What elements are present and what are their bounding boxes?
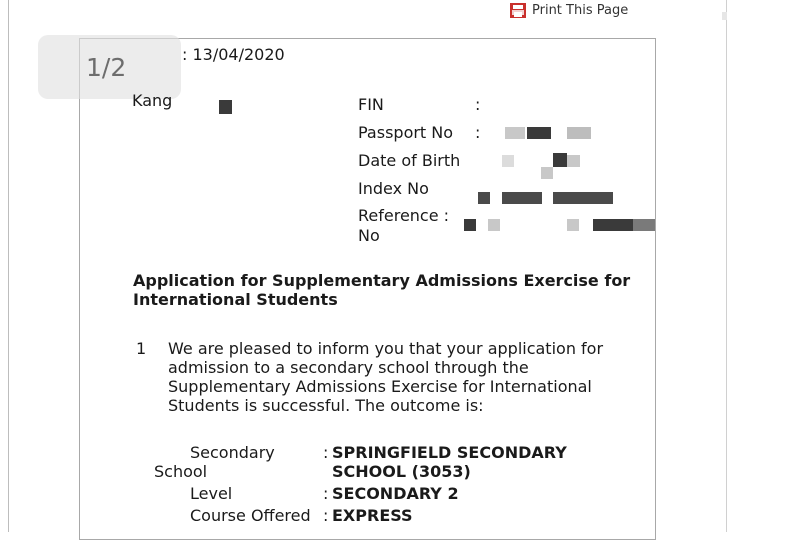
course-colon: : [323, 506, 329, 525]
redaction-dob-3 [567, 155, 580, 167]
print-page-button[interactable] [510, 3, 628, 18]
redaction-ref-2 [488, 219, 500, 231]
redaction-ref-4 [593, 219, 633, 231]
redaction-ref-3 [567, 219, 579, 231]
student-name-fragment: Kang [132, 91, 173, 110]
redaction-index-3 [553, 192, 613, 204]
redaction-ref-5 [633, 219, 655, 231]
paragraph-number: 1 [136, 339, 147, 358]
page-indicator [38, 35, 181, 99]
index-label: Index No [358, 179, 429, 198]
fin-colon: : [475, 95, 481, 114]
redaction-dob-2 [553, 153, 567, 167]
redaction-ref-1 [464, 219, 476, 231]
redaction-dob-4 [541, 167, 553, 179]
paragraph-text: We are pleased to inform you that your application for admission to a secondary school through the Supplementary Admissions Exercise for International Students is successful. The outcome is: [168, 339, 604, 415]
level-label: Level [190, 484, 233, 503]
redaction-passport-3 [567, 127, 591, 139]
redaction-index-1 [478, 192, 490, 204]
viewer-frame-mark [722, 12, 727, 20]
letter-date: : 13/04/2020 [182, 45, 285, 64]
print-page-label: Print This Page [532, 3, 629, 18]
passport-colon: : [475, 123, 481, 142]
redaction-index-2 [502, 192, 542, 204]
reference-label-2: No [358, 226, 380, 245]
fin-label: FIN [358, 95, 384, 114]
level-value: SECONDARY 2 [332, 484, 459, 503]
letter-heading: Application for Supplementary Admissions Exercise for International Students [133, 271, 631, 309]
viewer-frame-left [8, 0, 9, 532]
redaction-dob-1 [502, 155, 514, 167]
reference-label: Reference : [358, 206, 450, 225]
course-value: EXPRESS [332, 506, 413, 525]
printer-icon [510, 3, 526, 18]
course-label: Course Offered [190, 506, 311, 525]
redaction-passport-2 [527, 127, 551, 139]
school-colon: : [323, 443, 329, 462]
level-colon: : [323, 484, 329, 503]
redaction-name [219, 100, 232, 114]
page-indicator-text: 1/2 [86, 52, 127, 82]
dob-label: Date of Birth [358, 151, 461, 170]
school-label: Secondary [190, 443, 275, 462]
redaction-passport-1 [505, 127, 525, 139]
school-value: SPRINGFIELD SECONDARY SCHOOL (3053) [332, 443, 567, 481]
school-label-2: School [154, 462, 208, 481]
passport-label: Passport No [358, 123, 454, 142]
viewer-frame-right [726, 0, 727, 532]
